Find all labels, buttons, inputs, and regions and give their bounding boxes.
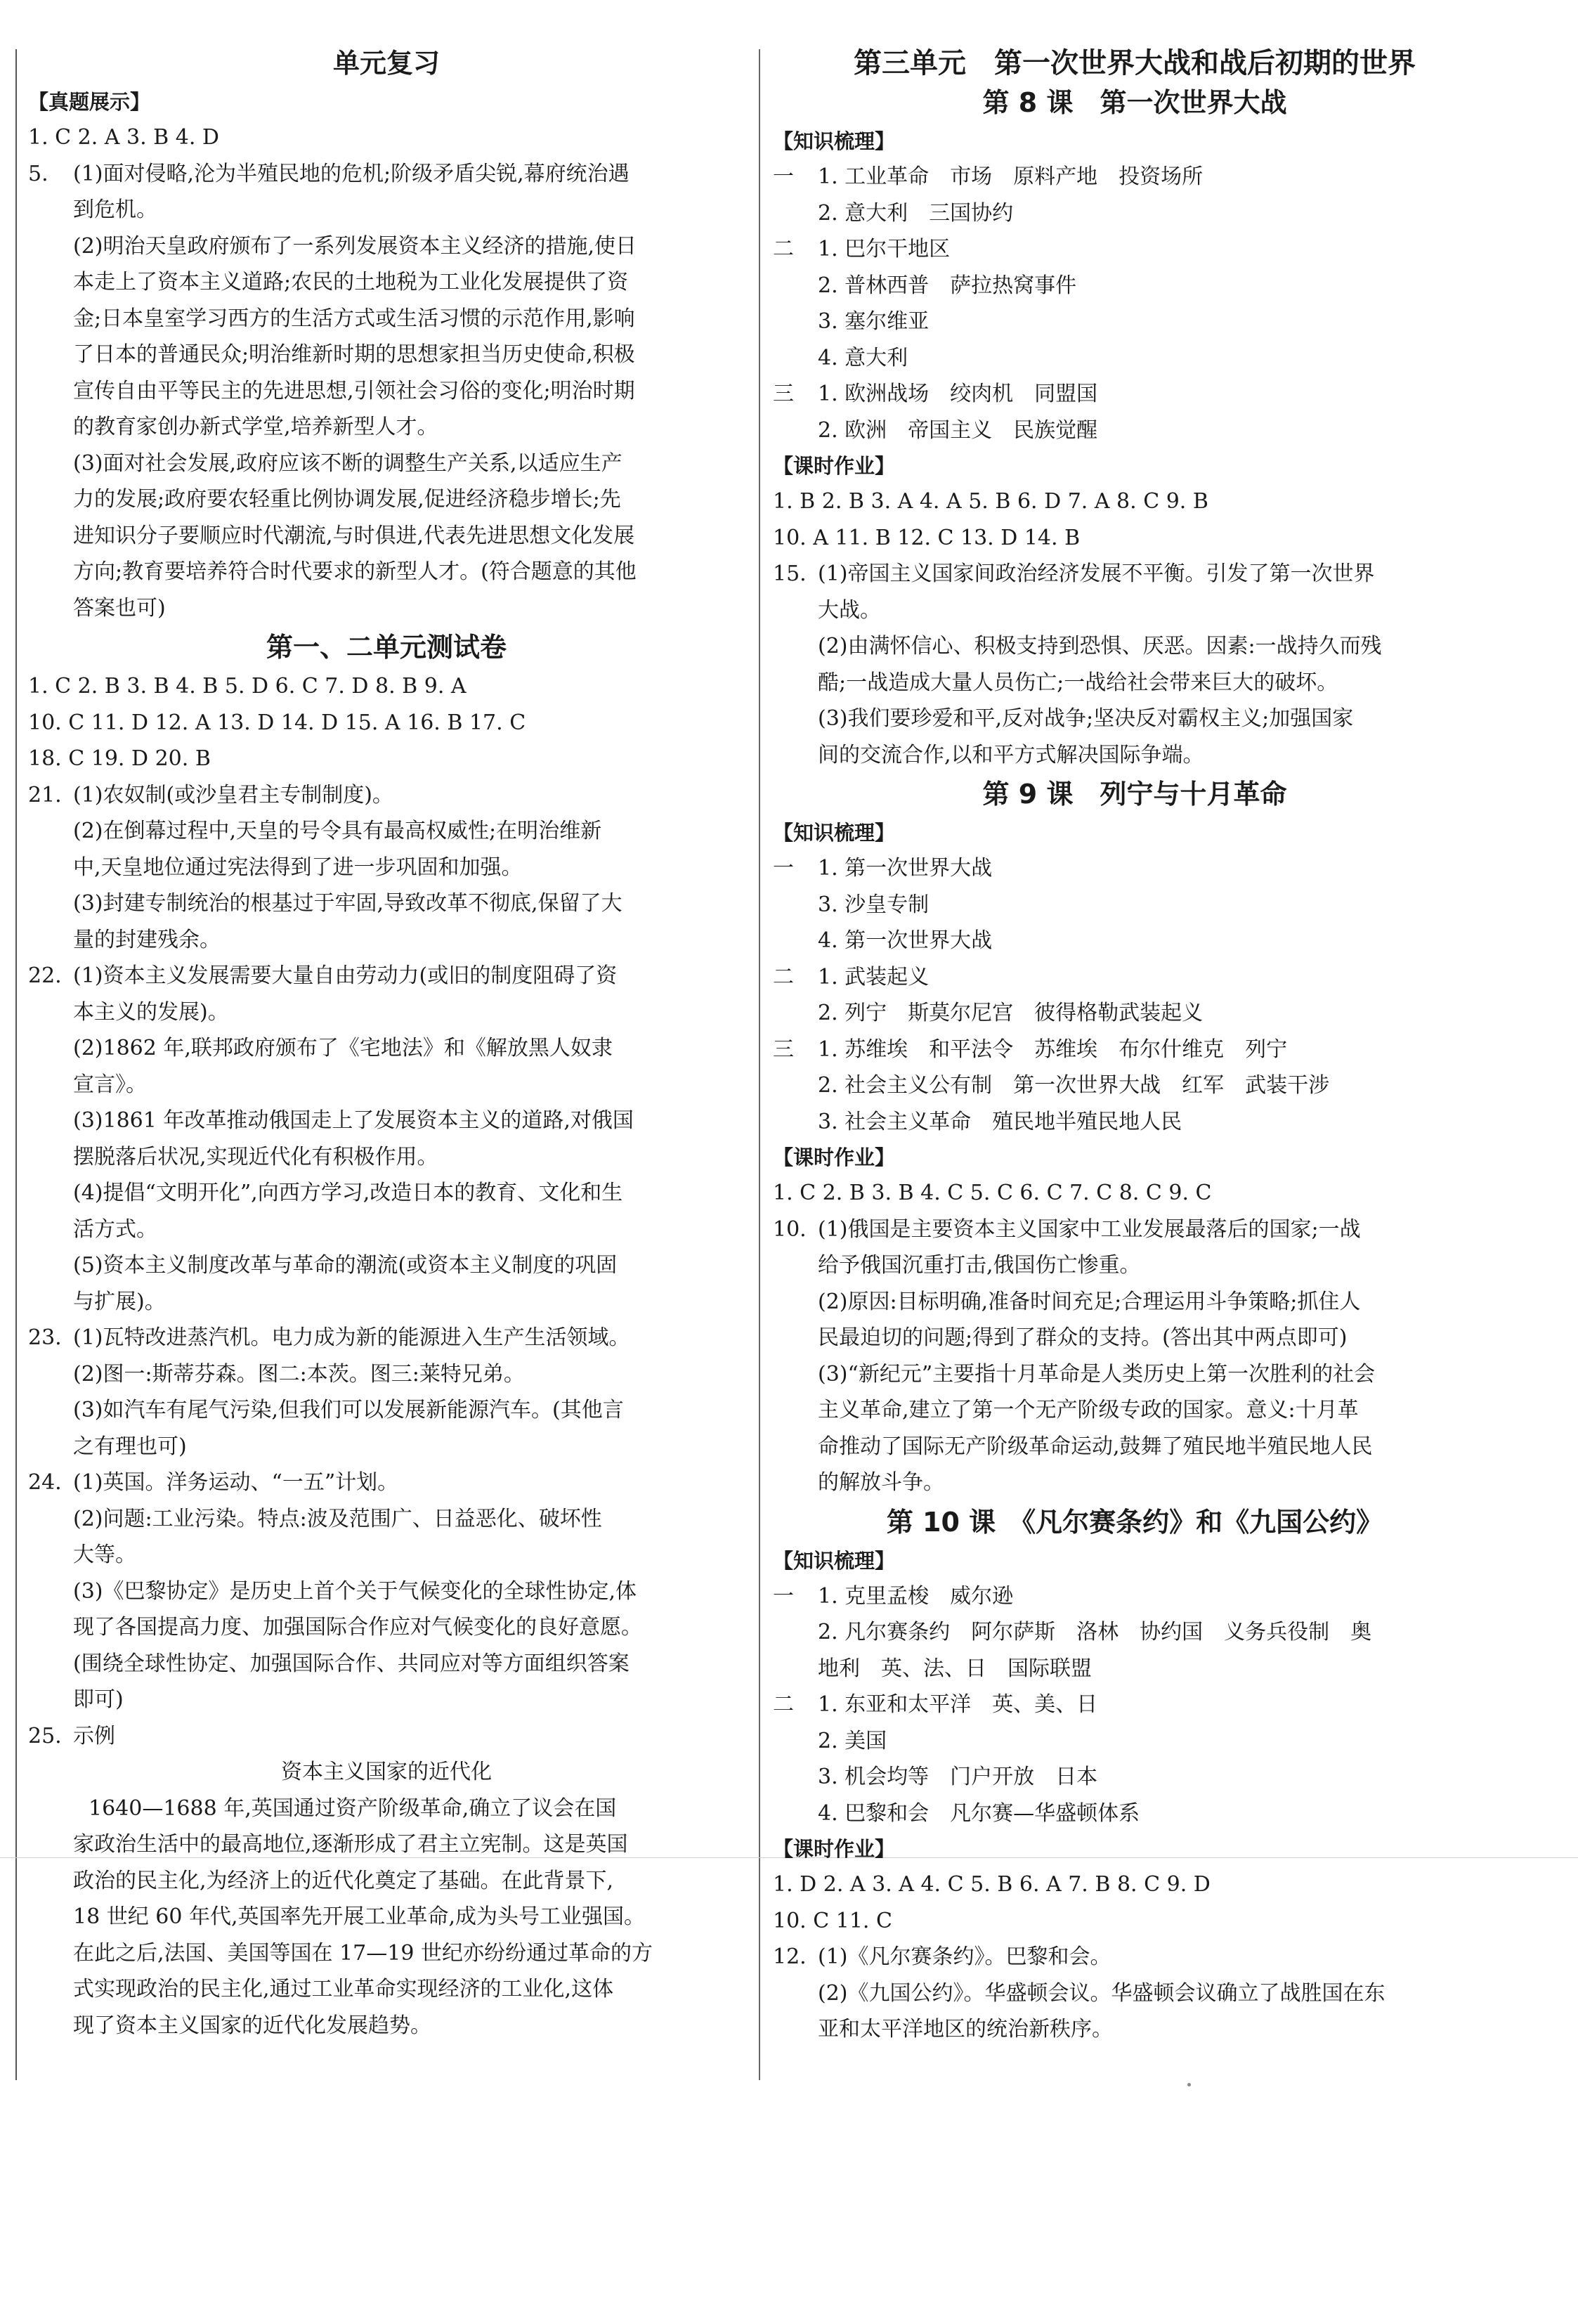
l10-q12-part2-line2: 亚和太平洋地区的统治新秩序。 <box>818 2017 1113 2041</box>
l8-q15-part1-line2: 大战。 <box>818 597 881 623</box>
l10-k2-item4: 4. 巴黎和会 凡尔赛—华盛顿体系 <box>818 1800 1140 1826</box>
l8-hw-row1: 1. B 2. B 3. A 4. A 5. B 6. D 7. A 8. C 9. B <box>773 489 1208 514</box>
q5-part2-line1: (2)明治天皇政府颁布了一系列发展资本主义经济的措施,使日 <box>73 233 637 259</box>
l8-q15-part3-line2: 间的交流合作,以和平方式解决国际争端。 <box>818 742 1204 767</box>
l9-q10-part1-line2: 给予俄国沉重打击,俄国伤亡惨重。 <box>818 1253 1141 1278</box>
q25-label: 示例 <box>73 1723 115 1748</box>
q22-part3-line2: 摆脱落后状况,实现近代化有积极作用。 <box>73 1144 438 1169</box>
l9-k1-item1: 1. 第一次世界大战 <box>818 856 993 881</box>
l10-k2-line1 <box>773 1687 1497 1723</box>
lesson8-homework-tag: 【课时作业】 <box>773 454 896 478</box>
essay-line2: 家政治生活中的最高地位,逐渐形成了君主立宪制。这是英国 <box>73 1832 628 1857</box>
l9-k1-line1 <box>773 850 1497 887</box>
l9-k3-item3: 3. 社会主义革命 殖民地半殖民地人民 <box>818 1109 1182 1134</box>
l9-q10-part1-line1: (1)俄国是主要资本主义国家中工业发展最落后的国家;一战 <box>818 1216 1361 1242</box>
test-answers-row1: 1. C 2. B 3. B 4. B 5. D 6. C 7. D 8. B 9. A <box>28 674 467 699</box>
l8-k2-number: 二 <box>773 237 794 261</box>
l10-k1-number: 一 <box>773 1583 794 1609</box>
l10-hw-row1: 1. D 2. A 3. A 4. C 5. B 6. A 7. B 8. C 9. D <box>773 1872 1211 1897</box>
q21-part2-line1: (2)在倒幕过程中,天皇的号令具有最高权威性;在明治维新 <box>73 819 602 843</box>
l10-q12-line <box>773 1939 1497 1975</box>
q5-part1-line2: 到危机。 <box>73 197 157 222</box>
q21-part2-line2: 中,天皇地位通过宪法得到了进一步巩固和加强。 <box>73 855 523 880</box>
q23-line <box>28 1320 745 1356</box>
q23-part1: (1)瓦特改进蒸汽机。电力成为新的能源进入生产生活领域。 <box>73 1325 630 1350</box>
essay-line5: 在此之后,法国、美国等国在 17—19 世纪亦纷纷通过革命的方 <box>73 1940 653 1966</box>
essay-line1: 1640—1688 年,英国通过资产阶级革命,确立了议会在国 <box>89 1796 617 1821</box>
q24-part2-line2: 大等。 <box>73 1543 136 1567</box>
l9-k2-item2: 2. 列宁 斯莫尔尼宫 彼得格勒武装起义 <box>818 1001 1204 1025</box>
l10-k2-number: 二 <box>773 1692 794 1717</box>
l9-q10-part2-line2: 民最迫切的问题;得到了群众的支持。(答出其中两点即可) <box>818 1325 1348 1350</box>
l10-k2-item2: 2. 美国 <box>818 1728 887 1753</box>
q5-line <box>28 156 745 193</box>
left-column <box>28 42 745 2044</box>
q5-part2-line6: 的教育家创办新式学堂,培养新型人才。 <box>73 415 438 439</box>
q25-line <box>28 1718 745 1755</box>
l9-k1-item3: 4. 第一次世界大战 <box>818 928 993 953</box>
l9-q10-number: 10. <box>773 1216 807 1242</box>
q22-line <box>28 958 745 994</box>
l9-k2-number: 二 <box>773 964 794 989</box>
q24-line <box>28 1465 745 1501</box>
q22-part5-line1: (5)资本主义制度改革与革命的潮流(或资本主义制度的巩固 <box>73 1253 618 1278</box>
q21-number: 21. <box>28 782 62 807</box>
l9-q10-part2-line1: (2)原因:目标明确,准备时间充足;合理运用斗争策略;抓住人 <box>818 1289 1361 1314</box>
q22-part2-line1: (2)1862 年,联邦政府颁布了《宅地法》和《解放黑人奴隶 <box>73 1036 613 1060</box>
l8-q15-part1-line1: (1)帝国主义国家间政治经济发展不平衡。引发了第一次世界 <box>818 561 1375 586</box>
q5-part3-line5: 答案也可) <box>73 595 166 621</box>
q24-number: 24. <box>28 1470 62 1495</box>
l9-q10-line <box>773 1212 1497 1248</box>
l8-q15-number: 15. <box>773 561 807 586</box>
essay-title: 资本主义国家的近代化 <box>281 1760 492 1784</box>
zhenti-tag: 【真题展示】 <box>28 90 151 114</box>
q25-number: 25. <box>28 1723 62 1748</box>
l8-k1-line1 <box>773 159 1497 195</box>
q24-part3-line4: 即可) <box>73 1687 124 1712</box>
l9-k1-number: 一 <box>773 856 794 881</box>
l9-k2-line1 <box>773 959 1497 996</box>
q5-part1-line1: (1)面对侵略,沦为半殖民地的危机;阶级矛盾尖锐,幕府统治遇 <box>73 161 630 186</box>
lesson9-zhishi-tag: 【知识梳理】 <box>773 821 896 845</box>
column-divider <box>759 49 760 2080</box>
l9-q10-part3-line2: 主义革命,建立了第一个无产阶级专政的国家。意义:十月革 <box>818 1398 1359 1422</box>
q5-part3-line4: 方向;教育要培养符合时代要求的新型人才。(符合题意的其他 <box>73 559 637 584</box>
essay-line4: 18 世纪 60 年代,英国率先开展工业革命,成为头号工业强国。 <box>73 1904 646 1929</box>
q21-line <box>28 777 745 814</box>
q21-part3-line2: 量的封建残余。 <box>73 927 221 952</box>
q22-part3-line1: (3)1861 年改革推动俄国走上了发展资本主义的道路,对俄国 <box>73 1108 634 1133</box>
q24-part3-line1: (3)《巴黎协定》是历史上首个关于气候变化的全球性协定,体 <box>73 1578 637 1604</box>
l10-q12-part2-line1: (2)《九国公约》。华盛顿会议。华盛顿会议确立了战胜国在东 <box>818 1980 1385 2006</box>
q22-part1-line2: 本主义的发展)。 <box>73 999 229 1025</box>
q24-part3-line3: (围绕全球性协定、加强国际合作、共同应对等方面组织答案 <box>73 1651 630 1676</box>
l8-k3-item1: 1. 欧洲战场 绞肉机 同盟国 <box>818 382 1098 406</box>
unit3-title: 第三单元 第一次世界大战和战后初期的世界 <box>854 47 1416 79</box>
q5-part2-line4: 了日本的普通民众;明治维新时期的思想家担当历史使命,积极 <box>73 342 635 367</box>
lesson9-homework-tag: 【课时作业】 <box>773 1145 896 1169</box>
l9-k1-item2: 3. 沙皇专制 <box>818 892 930 917</box>
lesson9-title: 第 9 课 列宁与十月革命 <box>982 779 1287 810</box>
q24-part2-line1: (2)问题:工业污染。特点:波及范围广、日益恶化、破坏性 <box>73 1506 602 1531</box>
l8-hw-row2: 10. A 11. B 12. C 13. D 14. B <box>773 525 1081 550</box>
q22-part5-line2: 与扩展)。 <box>73 1289 166 1314</box>
zhenti-answers: 1. C 2. A 3. B 4. D <box>28 125 219 150</box>
q21-part3-line1: (3)封建专制统治的根基过于牢固,导致改革不彻底,保留了大 <box>73 891 622 916</box>
l8-k1-number: 一 <box>773 164 794 189</box>
q5-number: 5. <box>28 161 48 186</box>
q5-part2-line3: 金;日本皇室学习西方的生活方式或生活习惯的示范作用,影响 <box>73 306 635 331</box>
q23-part3-line2: 之有理也可) <box>73 1434 187 1459</box>
q22-number: 22. <box>28 963 62 988</box>
l9-q10-part3-line3: 命推动了国际无产阶级革命运动,鼓舞了殖民地半殖民地人民 <box>818 1434 1373 1459</box>
l8-q15-part2-line1: (2)由满怀信心、积极支持到恐惧、厌恶。因素:一战持久而残 <box>818 634 1382 658</box>
l8-q15-part3-line1: (3)我们要珍爱和平,反对战争;坚决反对霸权主义;加强国家 <box>818 706 1354 731</box>
lesson8-title: 第 8 课 第一次世界大战 <box>982 87 1287 118</box>
q5-part3-line1: (3)面对社会发展,政府应该不断的调整生产关系,以适应生产 <box>73 450 622 476</box>
l10-k1-item1: 1. 克里孟梭 威尔逊 <box>818 1583 1014 1609</box>
l9-k3-line1 <box>773 1032 1497 1068</box>
q23-number: 23. <box>28 1325 62 1350</box>
l8-k1-item1: 1. 工业革命 市场 原料产地 投资场所 <box>818 164 1204 189</box>
scan-speck <box>1187 2083 1191 2086</box>
l9-k3-number: 三 <box>773 1037 794 1062</box>
q5-part2-line5: 宣传自由平等民主的先进思想,引领社会习俗的变化;明治时期 <box>73 378 635 403</box>
l8-k2-item2: 2. 普林西普 萨拉热窝事件 <box>818 273 1077 298</box>
l10-k2-item3: 3. 机会均等 门户开放 日本 <box>818 1765 1098 1789</box>
lesson8-zhishi-tag: 【知识梳理】 <box>773 129 896 153</box>
q24-part1: (1)英国。洋务运动、“一五”计划。 <box>73 1470 399 1495</box>
l9-hw-row1: 1. C 2. B 3. B 4. C 5. C 6. C 7. C 8. C 9. C <box>773 1181 1212 1205</box>
essay-line6: 式实现政治的民主化,通过工业革命实现经济的工业化,这体 <box>73 1977 614 2001</box>
q22-part1-line1: (1)资本主义发展需要大量自由劳动力(或旧的制度阻碍了资 <box>73 963 618 988</box>
l8-k1-item2: 2. 意大利 三国协约 <box>818 200 1014 226</box>
l8-k3-item2: 2. 欧洲 帝国主义 民族觉醒 <box>818 417 1098 443</box>
lesson10-title: 第 10 课 《凡尔赛条约》和《九国公约》 <box>886 1506 1383 1538</box>
l8-k2-item4: 4. 意大利 <box>818 345 908 370</box>
q5-part3-line2: 力的发展;政府要农轻重比例协调发展,促进经济稳步增长;先 <box>73 487 621 512</box>
q22-part4-line1: (4)提倡“文明开化”,向西方学习,改造日本的教育、文化和生 <box>73 1181 623 1205</box>
q22-part4-line2: 活方式。 <box>73 1216 157 1242</box>
essay-line3: 政治的民主化,为经济上的近代化奠定了基础。在此背景下, <box>73 1868 614 1893</box>
l10-q12-part1: (1)《凡尔赛条约》。巴黎和会。 <box>818 1945 1111 1969</box>
q21-part1: (1)农奴制(或沙皇君主专制制度)。 <box>73 782 393 807</box>
l9-k3-item2: 2. 社会主义公有制 第一次世界大战 红军 武装干涉 <box>818 1073 1330 1098</box>
l8-k3-number: 三 <box>773 382 794 406</box>
l9-k3-item1: 1. 苏维埃 和平法令 苏维埃 布尔什维克 列宁 <box>818 1037 1288 1062</box>
l10-k1-item2-line2: 地利 英、法、日 国际联盟 <box>818 1656 1092 1681</box>
q23-part3-line1: (3)如汽车有尾气污染,但我们可以发展新能源汽车。(其他言 <box>73 1398 624 1422</box>
q23-part2: (2)图一:斯蒂芬森。图二:本茨。图三:莱特兄弟。 <box>73 1361 525 1387</box>
q5-part3-line3: 进知识分子要顺应时代潮流,与时俱进,代表先进思想文化发展 <box>73 523 635 548</box>
essay-line7: 现了资本主义国家的近代化发展趋势。 <box>73 2013 431 2038</box>
l9-q10-part3-line1: (3)“新纪元”主要指十月革命是人类历史上第一次胜利的社会 <box>818 1361 1376 1387</box>
lesson10-homework-tag: 【课时作业】 <box>773 1837 896 1861</box>
l10-k1-line1 <box>773 1578 1497 1615</box>
l8-k2-item3: 3. 塞尔维亚 <box>818 309 930 334</box>
l10-hw-row2: 10. C 11. C <box>773 1908 892 1933</box>
l8-k3-line1 <box>773 376 1497 413</box>
q24-part3-line2: 现了各国提高力度、加强国际合作应对气候变化的良好意愿。 <box>73 1615 642 1640</box>
l10-k1-item2-line1: 2. 凡尔赛条约 阿尔萨斯 洛林 协约国 义务兵役制 奥 <box>818 1620 1372 1644</box>
test-title: 第一、二单元测试卷 <box>266 632 507 663</box>
l8-q15-line <box>773 556 1497 592</box>
l9-q10-part3-line4: 的解放斗争。 <box>818 1470 944 1495</box>
l8-k2-item1: 1. 巴尔干地区 <box>818 237 951 261</box>
right-column <box>773 42 1497 2048</box>
test-answers-row2: 10. C 11. D 12. A 13. D 14. D 15. A 16. B 17. C <box>28 710 526 735</box>
l8-q15-part2-line2: 酷;一战造成大量人员伤亡;一战给社会带来巨大的破坏。 <box>818 670 1338 695</box>
q22-part2-line2: 宣言》。 <box>73 1072 147 1097</box>
l8-k2-line1 <box>773 231 1497 268</box>
l10-q12-number: 12. <box>773 1945 807 1969</box>
left-margin-rule <box>15 49 17 2080</box>
l10-k2-item1: 1. 东亚和太平洋 英、美、日 <box>818 1692 1098 1717</box>
q5-part2-line2: 本走上了资本主义道路;农民的土地税为工业化发展提供了资 <box>73 270 629 294</box>
unit-review-title: 单元复习 <box>332 48 440 79</box>
test-answers-row3: 18. C 19. D 20. B <box>28 746 211 771</box>
lesson10-zhishi-tag: 【知识梳理】 <box>773 1548 896 1573</box>
l9-k2-item1: 1. 武装起义 <box>818 964 930 989</box>
